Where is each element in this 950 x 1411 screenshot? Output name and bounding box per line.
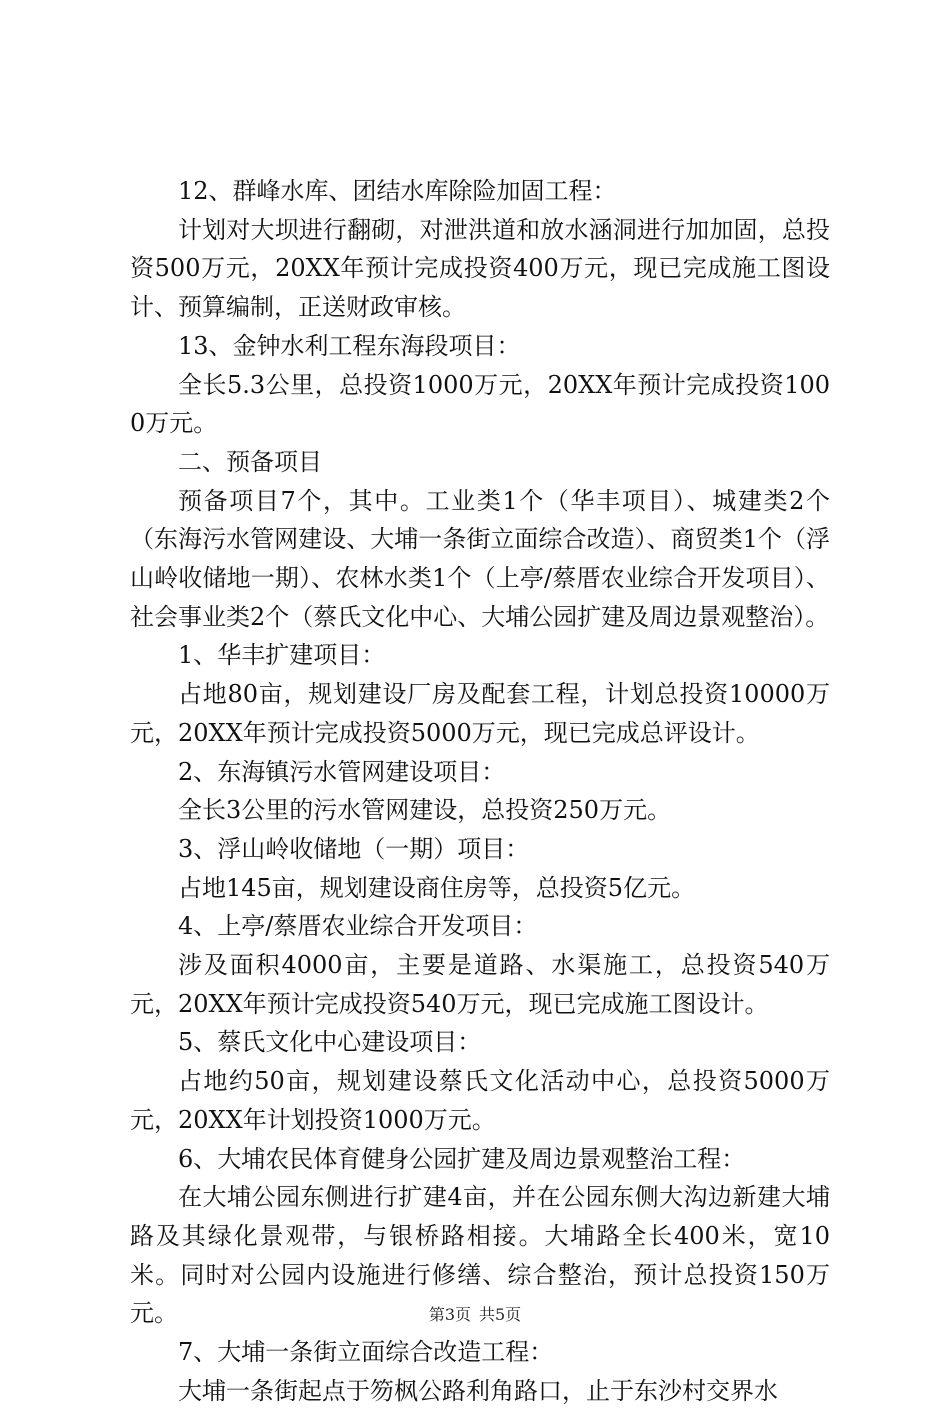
paragraph: 预备项目7个，其中。工业类1个（华丰项目）、城建类2个（东海污水管网建设、大埔一条街立面综合改造）、商贸类1个（浮山岭收储地一期）、农林水类1个（上亭/蔡厝农业综合开发项目）、社会事业类2个（蔡氏文化中心、大埔公园扩建及周边景观整治）。	[130, 486, 830, 631]
paragraph: 4、上亭/蔡厝农业综合开发项目：	[178, 912, 538, 941]
paragraph: 占地约50亩，规划建设蔡氏文化活动中心，总投资5000万元，20XX年计划投资1000万元。	[130, 1067, 830, 1134]
paragraph: 7、大埔一条街立面综合改造工程：	[178, 1338, 554, 1367]
paragraph: 12、群峰水库、团结水库除险加固工程：	[178, 177, 617, 205]
paragraph: 全长5.3公里，总投资1000万元，20XX年预计完成投资1000万元。	[130, 370, 830, 438]
paragraph: 全长3公里的污水管网建设，总投资250万元。	[178, 796, 672, 825]
paragraph: 1、华丰扩建项目：	[178, 641, 386, 670]
paragraph: 2、东海镇污水管网建设项目：	[178, 757, 506, 786]
page-total: 共5页	[479, 1305, 522, 1324]
paragraph: 13、金钟水利工程东海段项目：	[178, 331, 521, 360]
paragraph: 涉及面积4000亩，主要是道路、水渠施工，总投资540万元，20XX年预计完成投资540万元，现已完成施工图设计。	[130, 951, 830, 1018]
document-body	[130, 172, 830, 1411]
paragraph: 5、蔡氏文化中心建设项目：	[178, 1028, 482, 1057]
paragraph: 计划对大坝进行翻砌，对泄洪道和放水涵洞进行加加固，总投资500万元，20XX年预计完成投资400万元，现已完成施工图设计、预算编制，正送财政审核。	[130, 215, 830, 322]
paragraph: 占地145亩，规划建设商住房等，总投资5亿元。	[178, 873, 696, 902]
page-number: 第3页	[428, 1305, 471, 1324]
paragraph: 6、大埔农民体育健身公园扩建及周边景观整治工程：	[178, 1144, 746, 1173]
page-footer	[0, 1305, 950, 1325]
paragraph: 二、预备项目	[178, 447, 322, 476]
paragraph: 在大埔公园东侧进行扩建4亩，并在公园东侧大沟边新建大埔路及其绿化景观带，与银桥路相接。大埔路全长400米，宽10米。同时对公园内设施进行修缮、综合整治，预计总投资150万元。	[130, 1183, 830, 1328]
paragraph: 占地80亩，规划建设厂房及配套工程，计划总投资10000万元，20XX年预计完成投资5000万元，现已完成总评设计。	[130, 680, 830, 747]
paragraph: 大埔一条街起点于笏枫公路利角路口，止于东沙村交界水	[178, 1376, 778, 1405]
paragraph: 3、浮山岭收储地（一期）项目：	[178, 834, 530, 863]
